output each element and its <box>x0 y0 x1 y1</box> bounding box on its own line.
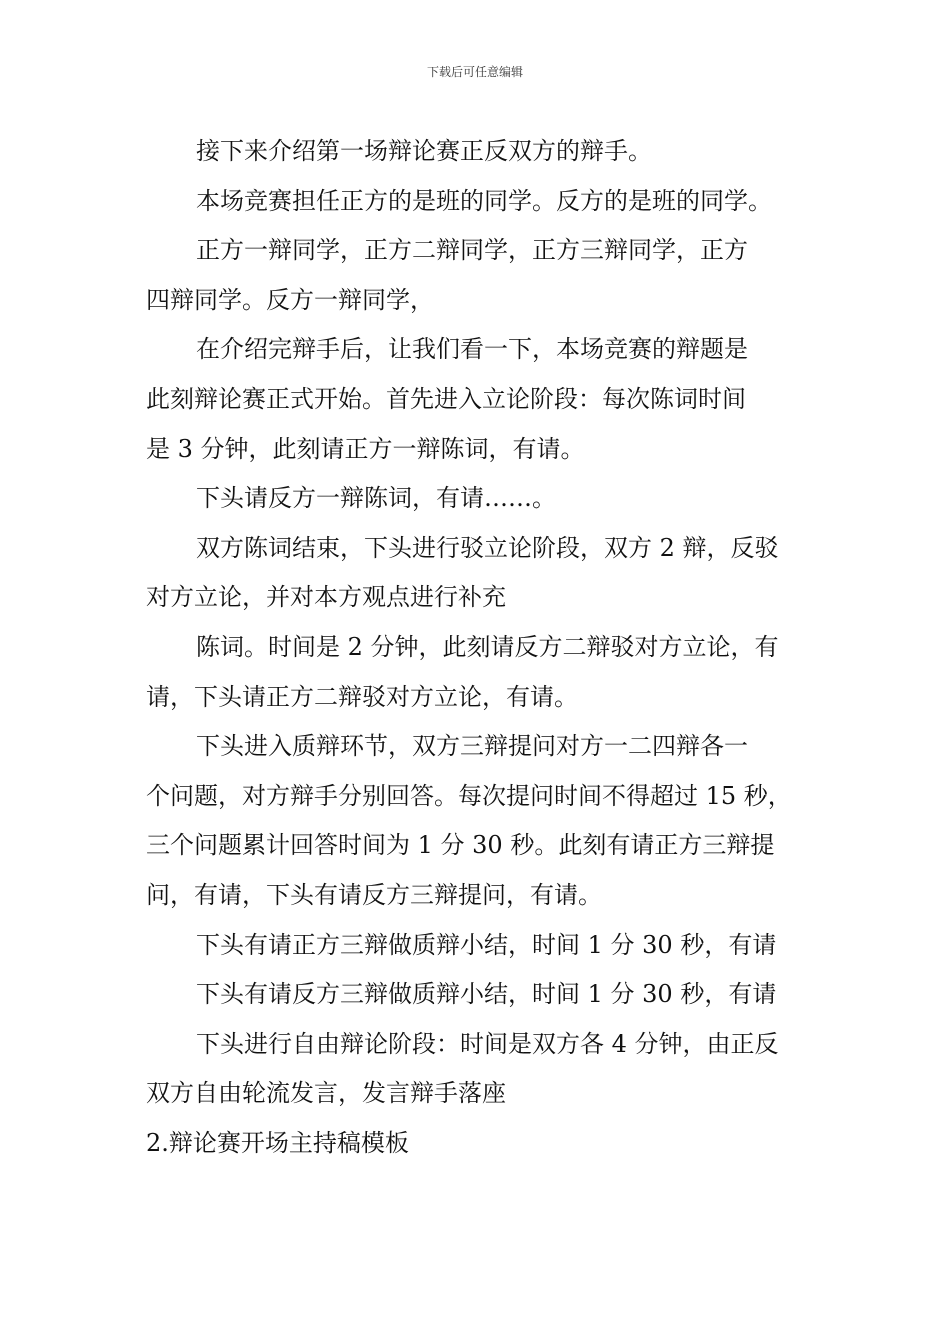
text-line-16: 问，有请，下头有请反方三辩提问，有请。 <box>146 880 602 909</box>
text-line-13: 下头进入质辩环节，双方三辩提问对方一二四辩各一 <box>196 732 748 761</box>
text-line-10: 对方立论，并对本方观点进行补充 <box>146 583 506 612</box>
text-line-17: 下头有请正方三辩做质辩小结，时间 1 分 30 秒，有请 <box>196 930 777 959</box>
text-line-11: 陈词。时间是 2 分钟，此刻请反方二辩驳对方立论，有 <box>196 632 779 661</box>
text-line-9: 双方陈词结束，下头进行驳立论阶段，双方 2 辩，反驳 <box>196 533 779 562</box>
section-heading: 2.辩论赛开场主持稿模板 <box>146 1128 409 1157</box>
text-line-7: 是 3 分钟，此刻请正方一辩陈词，有请。 <box>146 434 585 463</box>
document-body <box>146 127 818 1168</box>
text-line-3: 正方一辩同学，正方二辩同学，正方三辩同学，正方 <box>196 236 748 265</box>
text-line-2: 本场竞赛担任正方的是班的同学。反方的是班的同学。 <box>196 186 772 215</box>
text-line-19: 下头进行自由辩论阶段：时间是双方各 4 分钟，由正反 <box>196 1029 779 1058</box>
header-note: 下载后可任意编辑 <box>426 65 523 79</box>
text-line-8: 下头请反方一辩陈词，有请……。 <box>196 484 556 513</box>
text-line-15: 三个问题累计回答时间为 1 分 30 秒。此刻有请正方三辩提 <box>146 831 775 860</box>
text-line-6: 此刻辩论赛正式开始。首先进入立论阶段：每次陈词时间 <box>146 384 746 413</box>
text-line-20: 双方自由轮流发言，发言辩手落座 <box>146 1079 506 1108</box>
text-line-1: 接下来介绍第一场辩论赛正反双方的辩手。 <box>196 137 652 165</box>
text-line-18: 下头有请反方三辩做质辩小结，时间 1 分 30 秒，有请 <box>196 980 777 1009</box>
text-line-4: 四辩同学。反方一辩同学， <box>146 285 434 314</box>
text-line-14: 个问题，对方辩手分别回答。每次提问时间不得超过 15 秒， <box>146 781 792 810</box>
text-line-5: 在介绍完辩手后，让我们看一下，本场竞赛的辩题是 <box>196 335 748 364</box>
text-line-12: 请，下头请正方二辩驳对方立论，有请。 <box>146 682 578 711</box>
